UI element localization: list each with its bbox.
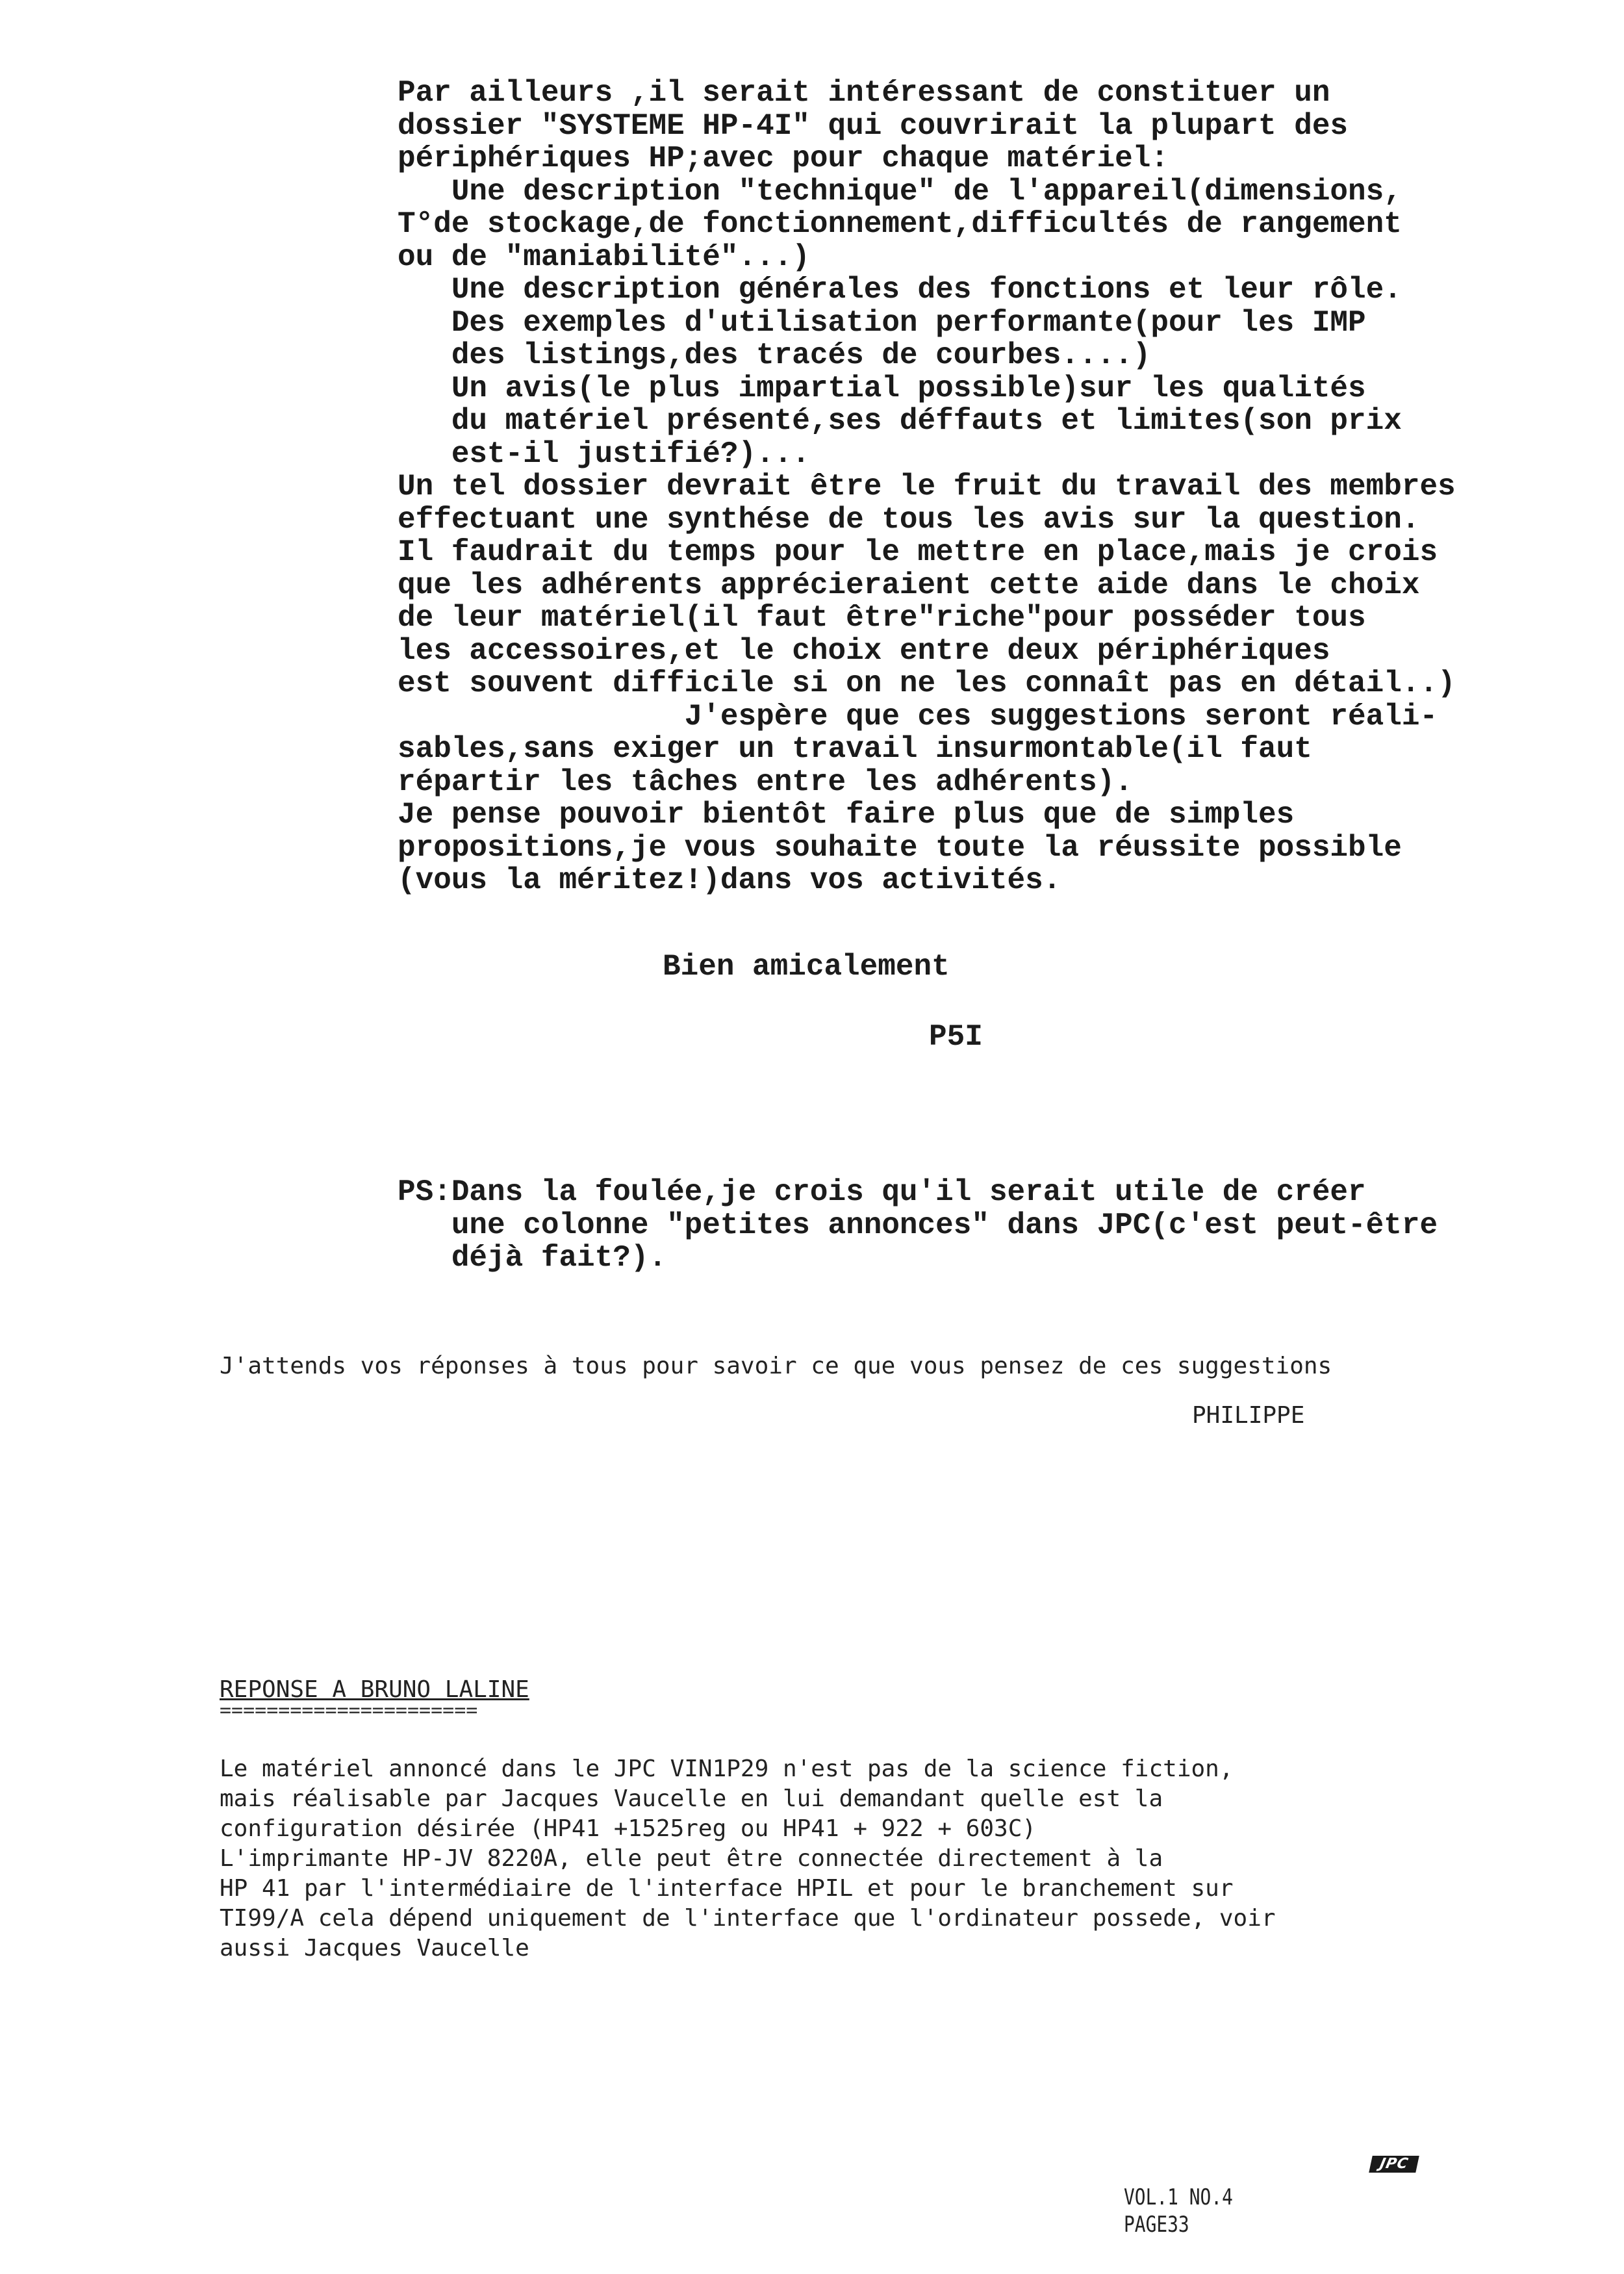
letter-signature: P5I	[929, 1020, 983, 1054]
editor-note: J'attends vos réponses à tous pour savoir ce que vous pensez de ces suggestions	[220, 1353, 1332, 1379]
letter-body: Par ailleurs ,il serait intéressant de constituer un dossier "SYSTEME HP-4I" qui couvrirait la plupart des périphériques HP;avec pour chaque matériel: Une description "technique" de l'appareil(dimensions, T°de stockage,de fonctionnement,difficultés de rangement ou de "maniabilité"...) Une description générales des fonctions et leur rôle. Des exemples d'utilisation performante(pour les IMP des listings,des tracés de courbes....) Un avis(le plus impartial possible)sur les qualités du matériel présenté,ses déffauts et limites(son prix est-il justifié?)... Un tel dossier devrait être le fruit du travail des membres effectuant une synthése de tous les avis sur la question. Il faudrait du temps pour le mettre en place,mais je crois que les adhérents apprécieraient cette aide dans le choix de leur matériel(il faut être"riche"pour posséder tous les accessoires,et le choix entre deux périphériques est souvent difficile si on ne les connaît pas en détail..) J'espère que ces suggestions seront réali- sables,sans exiger un travail insurmontable(il faut répartir les tâches entre les adhérents). Je pense pouvoir bientôt faire plus que de simples propositions,je vous souhaite toute la réussite possible (vous la méritez!)dans vos activités.	[398, 76, 1456, 897]
reply-body: Le matériel annoncé dans le JPC VIN1P29 n'est pas de la science fiction, mais réalisable par Jacques Vaucelle en lui demandant quelle est la configuration désirée (HP41 +1525reg ou HP41 + 922 + 603C) L'imprimante HP-JV 8220A, elle peut être connectée directement à la HP 41 par l'intermédiaire de l'interface HPIL et pour le branchement sur TI99/A cela dépend uniquement de l'interface que l'ordinateur possede, voir aussi Jacques Vaucelle	[220, 1756, 1276, 1961]
postscript: PS:Dans la foulée,je crois qu'il serait utile de créer une colonne "petites annonces" dans JPC(c'est peut-être déjà fait?).	[398, 1175, 1438, 1275]
volume-number: VOL.1 NO.4	[1124, 2184, 1233, 2210]
editor-note-author: PHILIPPE	[1192, 1402, 1305, 1429]
heading-double-underline: ======================	[220, 1699, 478, 1722]
letter-closing: Bien amicalement	[663, 950, 950, 984]
jpc-logo: JPC	[1369, 2156, 1419, 2173]
section-heading: REPONSE A BRUNO LALINE	[220, 1676, 529, 1703]
page-number: PAGE33	[1124, 2212, 1189, 2238]
